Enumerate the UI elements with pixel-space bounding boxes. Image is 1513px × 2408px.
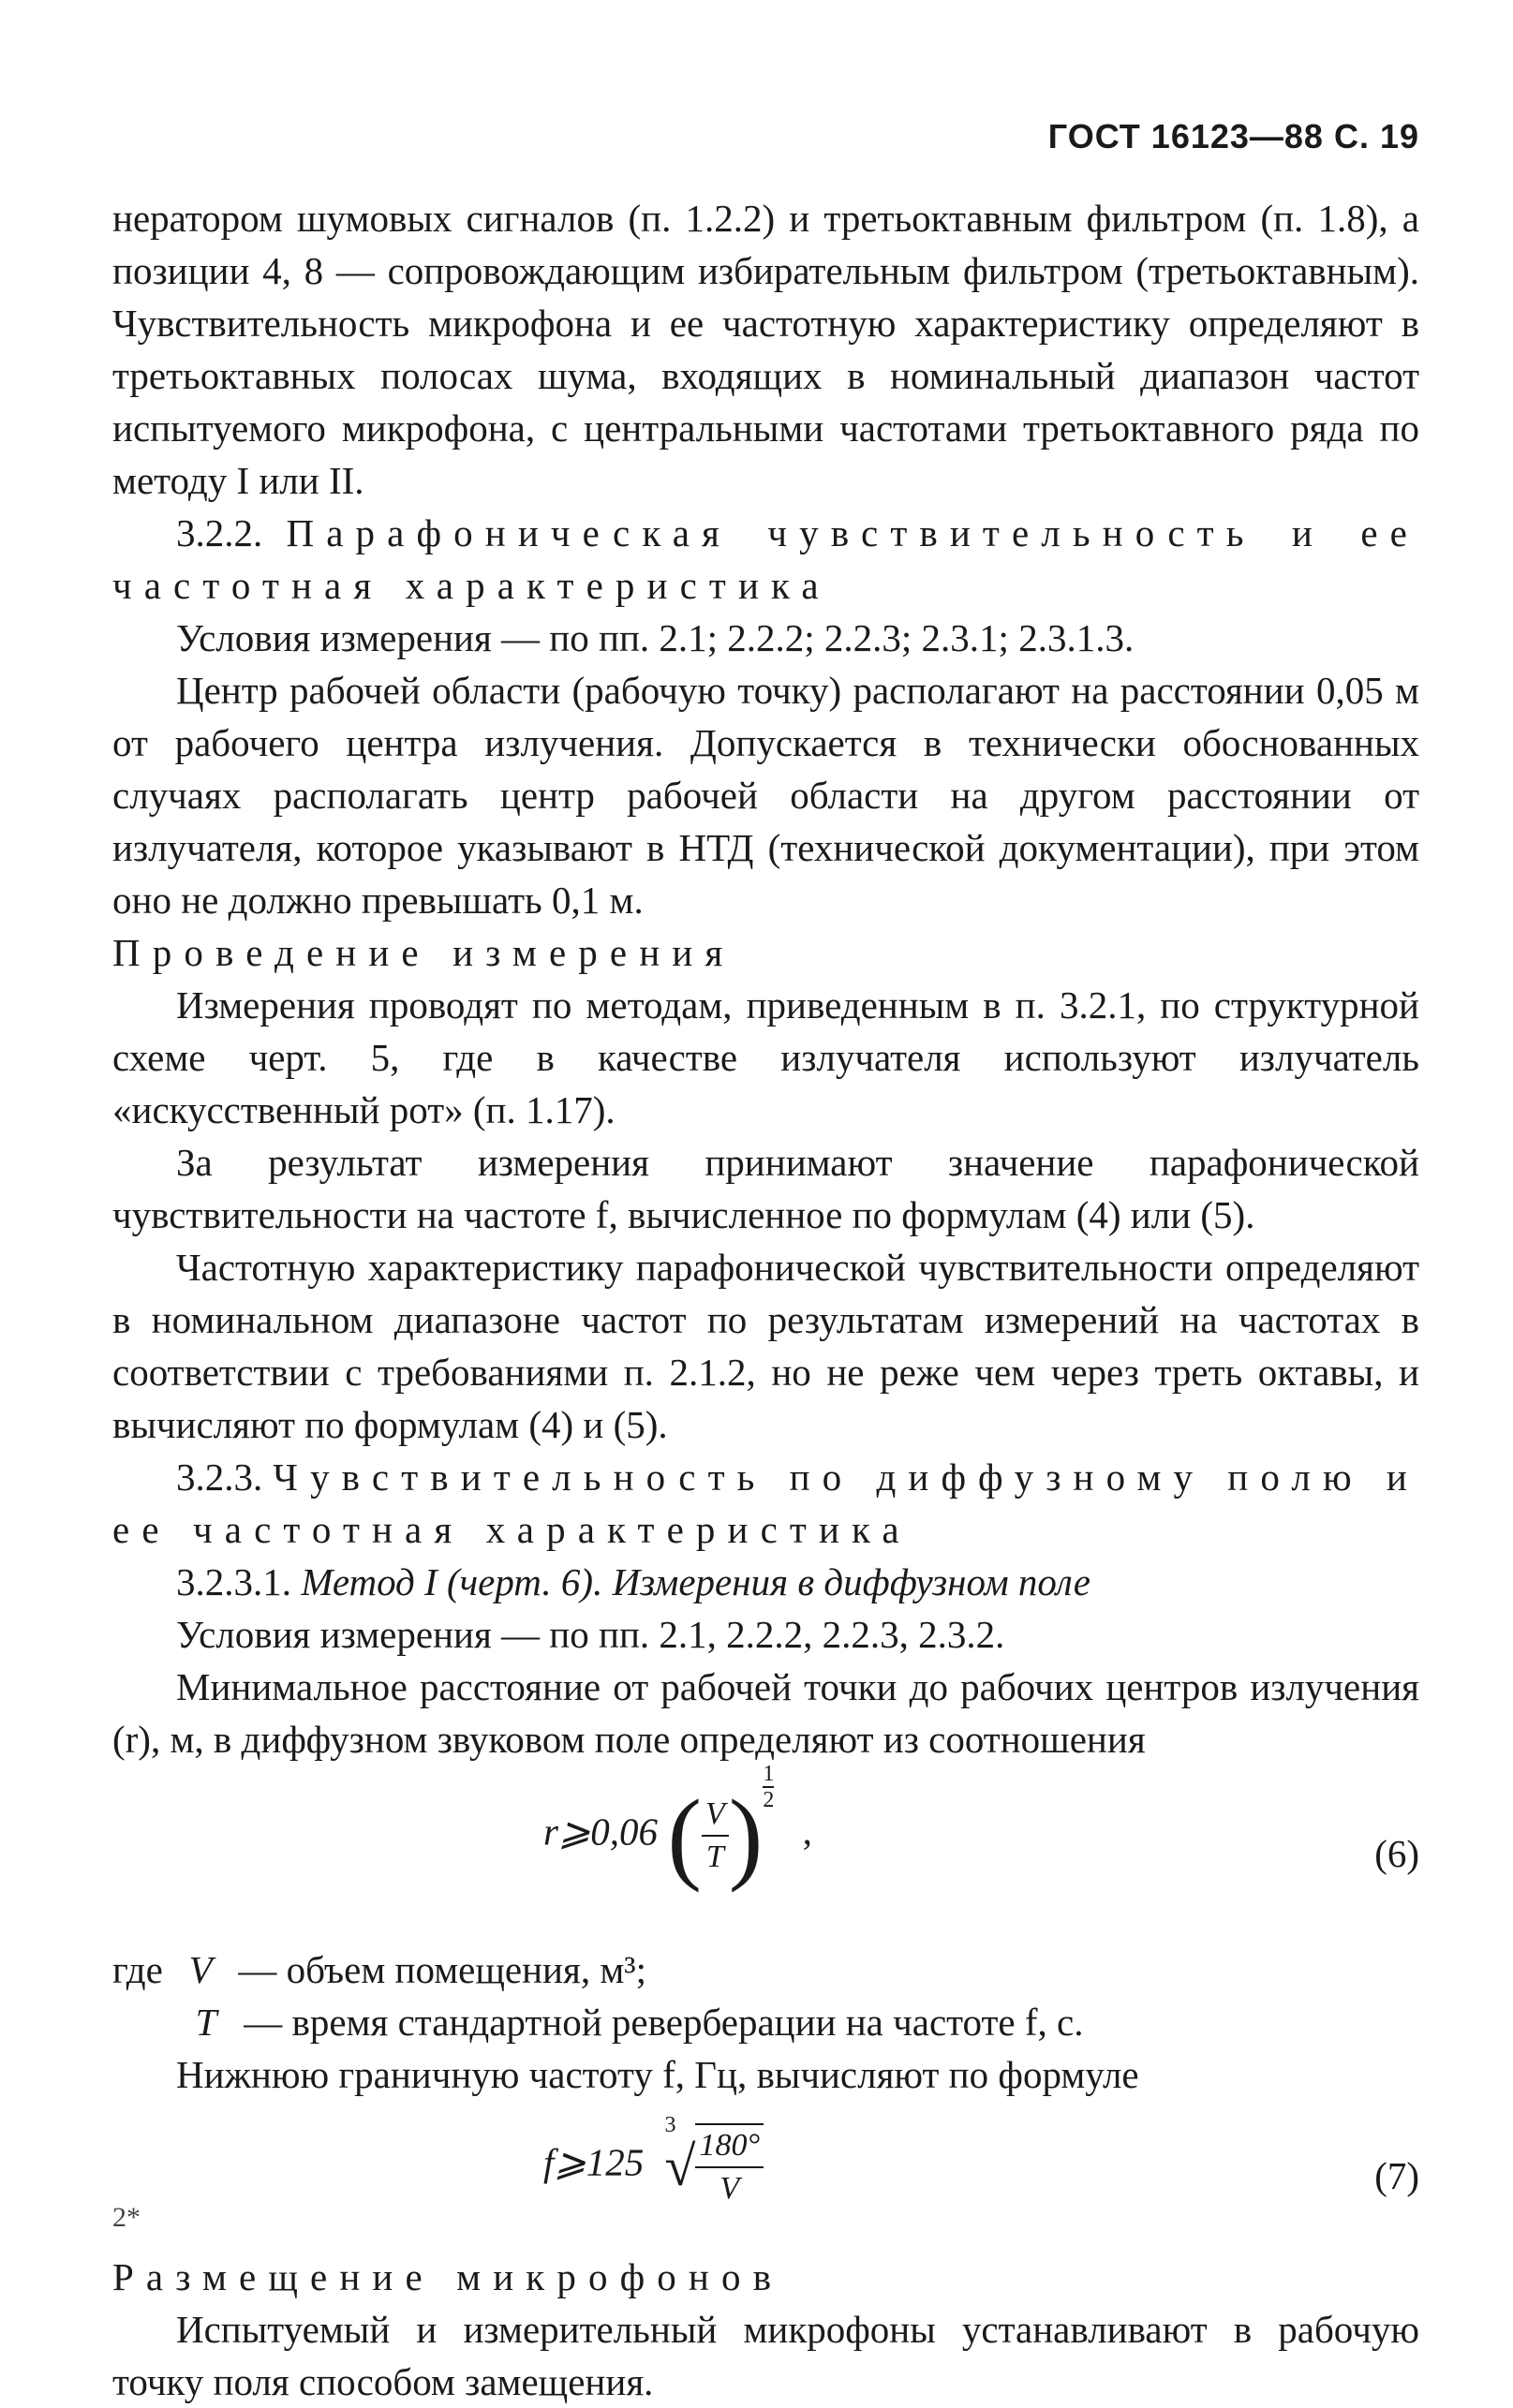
paragraph-placement: Испытуемый и измерительный микрофоны устанавливают в рабочую точку поля способом замещения.	[112, 2308, 1419, 2403]
root-index: 3	[664, 2113, 676, 2137]
radical-sign: √	[664, 2135, 696, 2197]
paren-right: )	[728, 1779, 764, 1893]
definition-row: где V — объем помещения, м³;	[112, 1948, 646, 1991]
section-title: Метод I (черт. 6). Измерения в диффузном поле	[301, 1560, 1090, 1603]
subheading-measurement: Проведение измерения	[112, 931, 735, 974]
formula-comma: ,	[802, 1810, 812, 1854]
paragraph-continuation: нератором шумовых сигналов (п. 1.2.2) и третьоктавным фильтром (п. 1.8), а позиции 4, 8 — сопровождающим избирательным фильтром (третьоктавным). Чувствительность микрофона и ее частотную характеристику определяют в третьоктавных полосах шума, входящих в номинальный диапазон частот испытуемого микрофона, с центральными частотами третьоктавного ряда по методу I или II.	[112, 197, 1419, 502]
paragraph-result: За результат измерения принимают значение парафонической чувствительности на частоте f, вычисленное по формулам (4) или (5).	[112, 1141, 1419, 1236]
paragraph-conditions-2: Условия измерения — по пп. 2.1, 2.2.2, 2.2.3, 2.3.2.	[176, 1613, 1005, 1656]
definitions	[112, 1943, 1419, 2048]
equation-number: (6)	[1374, 1832, 1419, 1875]
numerator: V	[702, 1794, 729, 1837]
exp-denominator: 2	[763, 1788, 775, 1813]
paren-left: (	[667, 1779, 702, 1893]
section-title: Чувствительность по диффузному полю и ее частотная характеристика	[112, 1455, 1419, 1551]
equation-number: (7)	[1374, 2154, 1419, 2197]
section-heading-3-2-2	[112, 507, 1419, 612]
formula-lhs: f⩾125	[543, 2140, 645, 2184]
formula-7	[112, 2101, 1419, 2251]
formula-lhs: r⩾0,06	[543, 1810, 659, 1854]
section-number: 3.2.3.1.	[176, 1560, 291, 1603]
signature-mark: 2*	[112, 2202, 141, 2233]
paragraph-work-point: Центр рабочей области (рабочую точку) располагают на расстоянии 0,05 м от рабочего центра излучения. Допускается в технически обоснованных случаях располагать центр рабочей области на другом расстоянии от излучателя, которое указывают в НТД (технической документации), при этом оно не должно превышать 0,1 м.	[112, 669, 1419, 922]
section-heading-3-2-3	[112, 1451, 1419, 1556]
section-heading-3-2-3-1	[112, 1556, 1419, 1608]
fraction	[702, 1794, 729, 1878]
section-title: Парафоническая чувствительность и ее частотная характеристика	[112, 511, 1419, 607]
numerator: 180°	[695, 2125, 764, 2168]
page-header: ГОСТ 16123—88 С. 19	[1047, 117, 1419, 155]
denominator: T	[705, 1839, 724, 1874]
paragraph-conditions: Условия измерения — по пп. 2.1; 2.2.2; 2.2.3; 2.3.1; 2.3.1.3.	[176, 616, 1135, 659]
radicand	[695, 2123, 764, 2209]
paragraph-frequency-response: Частотную характеристику парафонической чувствительности определяют в номинальном диапазоне частот по результатам измерений на частотах в соответствии с требованиями п. 2.1.2, но не реже чем через треть октавы, и вычисляют по формулам (4) и (5).	[112, 1246, 1419, 1446]
section-number: 3.2.2.	[176, 511, 263, 554]
paragraph-min-distance: Минимальное расстояние от рабочей точки до рабочих центров излучения (r), м, в диффузном звуковом поле определяют из соотношения	[112, 1665, 1419, 1761]
exponent	[763, 1762, 774, 1812]
section-number: 3.2.3.	[176, 1455, 263, 1499]
denominator: V	[719, 2171, 740, 2206]
definition-row: T — время стандартной реверберации на частоте f, с.	[195, 2001, 1084, 2044]
subheading-placement: Размещение микрофонов	[112, 2255, 784, 2298]
exp-numerator: 1	[763, 1762, 775, 1787]
formula-6	[112, 1762, 1419, 1943]
cube-root	[664, 2113, 764, 2209]
page-body	[112, 192, 1419, 2408]
paragraph-methods: Измерения проводят по методам, приведенным в п. 3.2.1, по структурной схеме черт. 5, где в качестве излучателя используют излучатель «искусственный рот» (п. 1.17).	[112, 983, 1419, 1131]
paragraph-lower-frequency: Нижнюю граничную частоту f, Гц, вычисляют по формуле	[176, 2053, 1139, 2096]
